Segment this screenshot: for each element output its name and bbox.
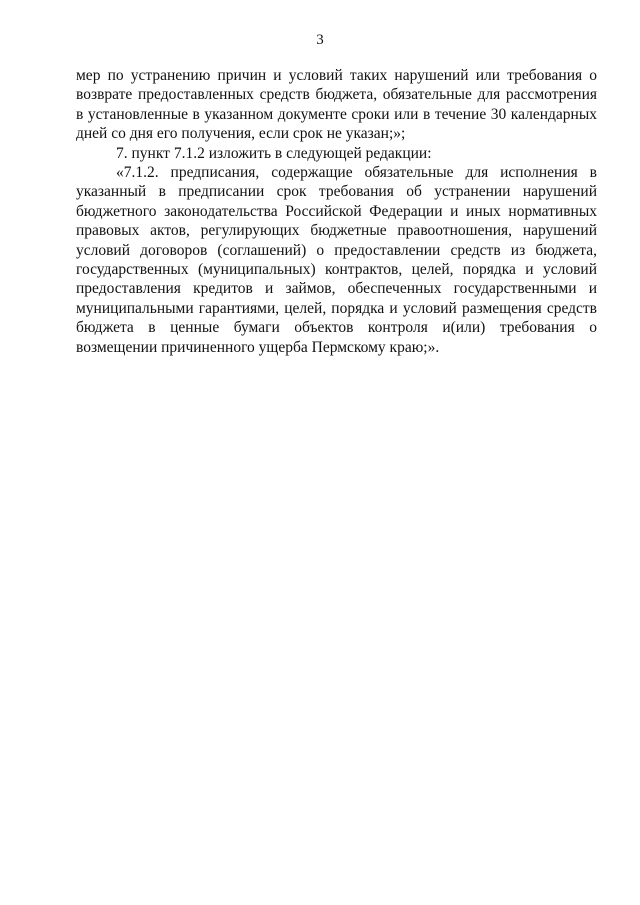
paragraph-item-7: 7. пункт 7.1.2 изложить в следующей редакции: — [116, 144, 432, 162]
paragraph-clause-7-1-2: «7.1.2. предписания, содержащие обязательные для исполнения в указанный в предписании срок требования об устранении нарушений бюджетного законодательства Российской Федерации и иных нормативных правовых актов, регулирующих бюджетные правоотношения, нарушений условий договоров (соглашений) о предоставлении средств из бюджета, государственных (муниципальных) контрактов, целей, порядка и условий предоставления кредитов и займов, обеспеченных государственными и муниципальными гарантиями, целей, порядка и условий размещения средств бюджета в ценные бумаги объектов контроля и(или) требования о возмещении причиненного ущерба Пермскому краю;». — [76, 164, 597, 356]
page-number: 3 — [316, 32, 324, 48]
paragraph-continuation: мер по устранению причин и условий таких нарушений или требования о возврате предоставленных средств бюджета, обязательные для рассмотрения в установленные в указанном документе сроки или в течение 30 календарных дней со дня его получения, если срок не указан;»; — [76, 67, 597, 143]
document-body — [76, 66, 597, 357]
